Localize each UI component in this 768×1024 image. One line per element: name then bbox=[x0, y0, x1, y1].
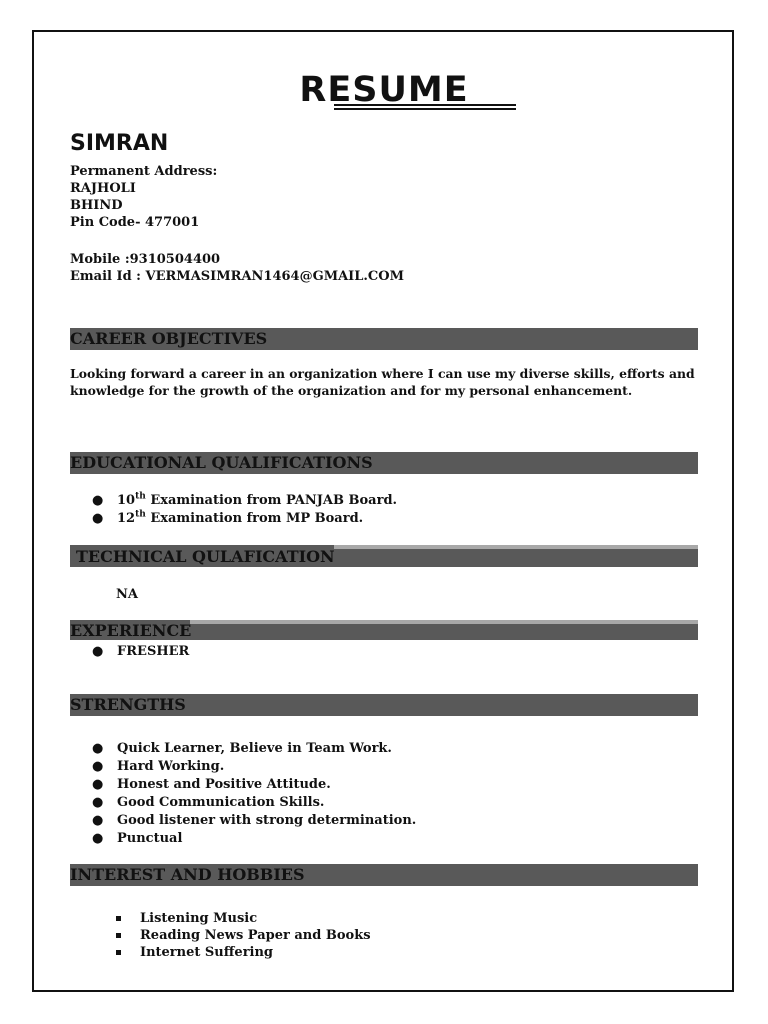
bullet-icon: ● bbox=[92, 644, 104, 659]
bullet-icon: ● bbox=[92, 813, 104, 828]
career-objective-line-1: Looking forward a career in an organization where I can use my diverse skills, efforts and bbox=[70, 366, 695, 381]
square-bullet-icon bbox=[116, 933, 121, 938]
list-item: Internet Suffering bbox=[70, 944, 371, 961]
technical-value: NA bbox=[116, 587, 138, 602]
title-underline-1 bbox=[334, 104, 516, 106]
career-objectives-heading: CAREER OBJECTIVES bbox=[70, 329, 268, 348]
experience-heading-bar bbox=[70, 620, 698, 640]
list-item: Listening Music bbox=[70, 910, 371, 927]
list-item: ● Quick Learner, Believe in Team Work. bbox=[92, 741, 392, 756]
candidate-name: SIMRAN bbox=[70, 131, 169, 156]
square-bullet-icon bbox=[116, 916, 121, 921]
heading-bar-accent bbox=[190, 620, 698, 624]
bullet-icon: ● bbox=[92, 795, 104, 810]
list-item: ● Punctual bbox=[92, 831, 183, 846]
list-item: ● Good Communication Skills. bbox=[92, 795, 325, 810]
bullet-icon: ● bbox=[92, 511, 104, 526]
hobbies-heading-bar bbox=[70, 864, 698, 886]
pin-code: Pin Code- 477001 bbox=[70, 215, 200, 230]
list-item: ● 10th Examination from PANJAB Board. bbox=[92, 491, 398, 508]
hobbies-list bbox=[70, 910, 371, 961]
title-underline-2 bbox=[334, 108, 516, 110]
technical-heading: TECHNICAL QULAFICATION bbox=[76, 547, 335, 566]
strengths-list bbox=[70, 740, 416, 848]
square-bullet-icon bbox=[116, 950, 121, 955]
experience-list bbox=[70, 643, 189, 661]
address-label: Permanent Address: bbox=[70, 164, 218, 179]
bullet-icon: ● bbox=[92, 493, 104, 508]
page-title: RESUME bbox=[299, 70, 469, 110]
bullet-icon: ● bbox=[92, 831, 104, 846]
career-objectives-heading-bar bbox=[70, 328, 698, 350]
heading-bar-accent bbox=[334, 545, 698, 549]
bullet-icon: ● bbox=[92, 759, 104, 774]
list-item: Reading News Paper and Books bbox=[70, 927, 371, 944]
education-heading-bar bbox=[70, 452, 698, 474]
education-list bbox=[70, 492, 397, 528]
list-item: ● 12th Examination from MP Board. bbox=[92, 509, 364, 526]
technical-heading-bar bbox=[70, 545, 698, 567]
hobbies-heading: INTEREST AND HOBBIES bbox=[70, 865, 305, 884]
bullet-icon: ● bbox=[92, 777, 104, 792]
list-item: ● Good listener with strong determination. bbox=[92, 813, 417, 828]
career-objective-line-2: knowledge for the growth of the organization and for my personal enhancement. bbox=[70, 383, 633, 398]
strengths-heading: STRENGTHS bbox=[70, 695, 186, 714]
list-item: ● Hard Working. bbox=[92, 759, 225, 774]
address-line-1: RAJHOLI bbox=[70, 181, 136, 196]
strengths-heading-bar bbox=[70, 694, 698, 716]
bullet-icon: ● bbox=[92, 741, 104, 756]
education-heading: EDUCATIONAL QUALIFICATIONS bbox=[70, 453, 373, 472]
list-item: ● FRESHER bbox=[92, 644, 190, 659]
experience-heading: EXPERIENCE bbox=[70, 621, 192, 640]
address-line-2: BHIND bbox=[70, 198, 123, 213]
mobile-number: Mobile :9310504400 bbox=[70, 252, 221, 267]
email-id: Email Id : VERMASIMRAN1464@GMAIL.COM bbox=[70, 269, 404, 284]
list-item: ● Honest and Positive Attitude. bbox=[92, 777, 331, 792]
